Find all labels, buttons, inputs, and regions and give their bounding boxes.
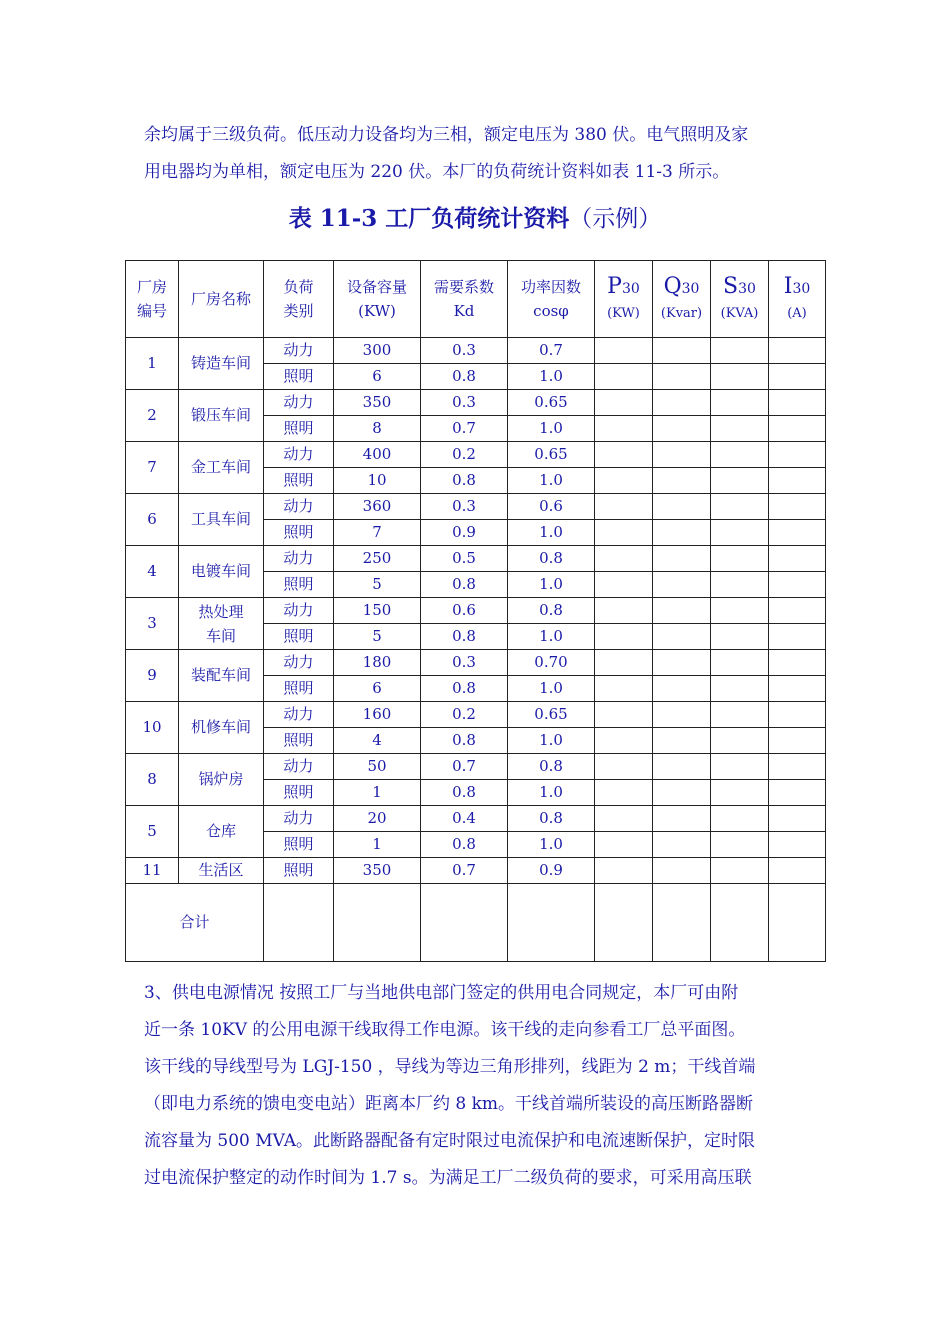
demand-factor-cell: 0.8 <box>421 676 508 702</box>
capacity-cell: 50 <box>334 754 421 780</box>
factory-name-line: 金工车间 <box>190 458 251 476</box>
table-title-note: （示例） <box>569 206 662 232</box>
i30-cell <box>769 546 826 572</box>
power-factor-cell: 1.0 <box>508 832 595 858</box>
header-load-type: 负荷 类别 <box>264 261 334 338</box>
table-row <box>126 442 826 468</box>
factory-name-line: 机修车间 <box>190 718 251 736</box>
power-factor-cell <box>508 884 595 962</box>
power-factor-cell: 0.8 <box>508 546 595 572</box>
demand-factor-cell: 0.5 <box>421 546 508 572</box>
capacity-cell <box>334 884 421 962</box>
load-type-cell: 动力 <box>264 494 334 520</box>
load-type-cell: 动力 <box>264 702 334 728</box>
i30-cell <box>769 806 826 832</box>
q30-cell <box>653 416 711 442</box>
load-type-cell: 照明 <box>264 468 334 494</box>
capacity-cell: 7 <box>334 520 421 546</box>
load-type-cell: 动力 <box>264 806 334 832</box>
header-capacity: 设备容量 (KW) <box>334 261 421 338</box>
factory-name-cell <box>179 598 264 650</box>
load-type-cell: 照明 <box>264 364 334 390</box>
q30-cell <box>653 442 711 468</box>
factory-no-cell: 11 <box>126 858 179 884</box>
p30-cell <box>595 728 653 754</box>
power-factor-cell: 0.8 <box>508 598 595 624</box>
factory-no-cell: 3 <box>126 598 179 650</box>
s30-cell <box>711 884 769 962</box>
i30-cell <box>769 468 826 494</box>
capacity-cell: 6 <box>334 364 421 390</box>
i30-cell <box>769 858 826 884</box>
table-row <box>126 338 826 364</box>
power-factor-cell: 0.6 <box>508 494 595 520</box>
q30-cell <box>653 598 711 624</box>
factory-name-line: 装配车间 <box>190 666 251 684</box>
factory-no-cell: 6 <box>126 494 179 546</box>
s30-cell <box>711 598 769 624</box>
factory-name-line: 锅炉房 <box>198 770 244 788</box>
p30-cell <box>595 442 653 468</box>
demand-factor-cell: 0.7 <box>421 416 508 442</box>
capacity-cell: 5 <box>334 572 421 598</box>
power-factor-cell: 0.65 <box>508 442 595 468</box>
header-demand-factor: 需要系数 Kd <box>421 261 508 338</box>
p30-cell <box>595 416 653 442</box>
s30-cell <box>711 832 769 858</box>
capacity-cell: 400 <box>334 442 421 468</box>
power-supply-paragraph <box>144 975 810 1197</box>
capacity-cell: 5 <box>334 624 421 650</box>
table-row <box>126 650 826 676</box>
table-row <box>126 702 826 728</box>
s30-cell <box>711 494 769 520</box>
q30-cell <box>653 780 711 806</box>
factory-name-cell <box>179 806 264 858</box>
capacity-cell: 8 <box>334 416 421 442</box>
p30-cell <box>595 832 653 858</box>
power-factor-cell: 0.65 <box>508 390 595 416</box>
capacity-cell: 150 <box>334 598 421 624</box>
p30-cell <box>595 624 653 650</box>
header-factory-name: 厂房名称 <box>179 261 264 338</box>
power-factor-cell: 0.70 <box>508 650 595 676</box>
load-type-cell: 动力 <box>264 338 334 364</box>
load-type-cell: 动力 <box>264 546 334 572</box>
factory-name-cell <box>179 390 264 442</box>
p30-cell <box>595 338 653 364</box>
p30-cell <box>595 390 653 416</box>
s30-cell <box>711 546 769 572</box>
header-p30: P30 (KW) <box>595 261 653 338</box>
capacity-cell: 6 <box>334 676 421 702</box>
i30-cell <box>769 676 826 702</box>
p30-cell <box>595 858 653 884</box>
header-q30: Q30 (Kvar) <box>653 261 711 338</box>
p30-cell <box>595 754 653 780</box>
factory-no-cell: 5 <box>126 806 179 858</box>
q30-cell <box>653 650 711 676</box>
capacity-cell: 350 <box>334 390 421 416</box>
q30-cell <box>653 546 711 572</box>
factory-name-cell <box>179 546 264 598</box>
capacity-cell: 160 <box>334 702 421 728</box>
header-power-factor: 功率因数 cosφ <box>508 261 595 338</box>
demand-factor-cell <box>421 884 508 962</box>
p30-cell <box>595 520 653 546</box>
demand-factor-cell: 0.3 <box>421 650 508 676</box>
p30-cell <box>595 806 653 832</box>
q30-cell <box>653 364 711 390</box>
factory-name-line: 工具车间 <box>190 510 251 528</box>
demand-factor-cell: 0.8 <box>421 468 508 494</box>
q30-cell <box>653 832 711 858</box>
power-factor-cell: 0.8 <box>508 754 595 780</box>
i30-cell <box>769 650 826 676</box>
factory-name-line: 电镀车间 <box>190 562 251 580</box>
i30-cell <box>769 390 826 416</box>
factory-no-cell: 10 <box>126 702 179 754</box>
s30-cell <box>711 780 769 806</box>
capacity-cell: 180 <box>334 650 421 676</box>
s30-cell <box>711 858 769 884</box>
load-statistics-table <box>125 260 826 962</box>
q30-cell <box>653 338 711 364</box>
factory-name-cell <box>179 858 264 884</box>
text-line: 近一条 10KV 的公用电源干线取得工作电源。该干线的走向参看工厂总平面图。 <box>144 1020 746 1040</box>
s30-cell <box>711 624 769 650</box>
factory-name-line: 仓库 <box>205 822 236 840</box>
q30-cell <box>653 520 711 546</box>
factory-no-cell: 9 <box>126 650 179 702</box>
demand-factor-cell: 0.2 <box>421 442 508 468</box>
load-type-cell: 照明 <box>264 520 334 546</box>
table-row <box>126 390 826 416</box>
i30-cell <box>769 364 826 390</box>
q30-cell <box>653 754 711 780</box>
s30-cell <box>711 390 769 416</box>
power-factor-cell: 1.0 <box>508 520 595 546</box>
capacity-cell: 10 <box>334 468 421 494</box>
i30-cell <box>769 832 826 858</box>
q30-cell <box>653 494 711 520</box>
i30-cell <box>769 520 826 546</box>
factory-no-cell: 1 <box>126 338 179 390</box>
p30-cell <box>595 702 653 728</box>
table-row <box>126 546 826 572</box>
table-row <box>126 858 826 884</box>
table-row <box>126 806 826 832</box>
load-type-cell: 动力 <box>264 754 334 780</box>
load-type-cell: 照明 <box>264 572 334 598</box>
s30-cell <box>711 806 769 832</box>
power-factor-cell: 1.0 <box>508 676 595 702</box>
p30-cell <box>595 598 653 624</box>
s30-cell <box>711 676 769 702</box>
p30-cell <box>595 494 653 520</box>
table-row <box>126 598 826 624</box>
table-row <box>126 494 826 520</box>
load-type-cell: 照明 <box>264 728 334 754</box>
i30-cell <box>769 416 826 442</box>
s30-cell <box>711 416 769 442</box>
factory-no-cell: 8 <box>126 754 179 806</box>
i30-cell <box>769 442 826 468</box>
load-type-cell: 动力 <box>264 442 334 468</box>
demand-factor-cell: 0.8 <box>421 780 508 806</box>
load-type-cell <box>264 884 334 962</box>
i30-cell <box>769 624 826 650</box>
table-title-main: 表 11-3 工厂负荷统计资料 <box>288 205 570 232</box>
capacity-cell: 350 <box>334 858 421 884</box>
demand-factor-cell: 0.3 <box>421 390 508 416</box>
capacity-cell: 1 <box>334 832 421 858</box>
factory-name-cell <box>179 338 264 390</box>
i30-cell <box>769 780 826 806</box>
load-type-cell: 动力 <box>264 390 334 416</box>
demand-factor-cell: 0.7 <box>421 754 508 780</box>
factory-name-line: 热处理 <box>198 602 244 621</box>
p30-cell <box>595 364 653 390</box>
power-factor-cell: 1.0 <box>508 468 595 494</box>
s30-cell <box>711 338 769 364</box>
load-type-cell: 照明 <box>264 416 334 442</box>
demand-factor-cell: 0.8 <box>421 832 508 858</box>
p30-cell <box>595 572 653 598</box>
table-title <box>0 200 950 233</box>
load-type-cell: 照明 <box>264 858 334 884</box>
intro-paragraph <box>144 117 810 191</box>
demand-factor-cell: 0.6 <box>421 598 508 624</box>
text-line: 流容量为 500 MVA。此断路器配备有定时限过电流保护和电流速断保护，定时限 <box>144 1131 756 1151</box>
text-line: 余均属于三级负荷。低压动力设备均为三相，额定电压为 380 伏。电气照明及家 <box>144 125 749 145</box>
power-factor-cell: 1.0 <box>508 416 595 442</box>
table-body <box>126 338 826 962</box>
factory-no-cell: 7 <box>126 442 179 494</box>
power-factor-cell: 0.7 <box>508 338 595 364</box>
q30-cell <box>653 390 711 416</box>
power-factor-cell: 0.8 <box>508 806 595 832</box>
p30-cell <box>595 780 653 806</box>
factory-name-line: 车间 <box>205 626 236 645</box>
s30-cell <box>711 468 769 494</box>
demand-factor-cell: 0.8 <box>421 728 508 754</box>
demand-factor-cell: 0.3 <box>421 338 508 364</box>
q30-cell <box>653 702 711 728</box>
s30-cell <box>711 728 769 754</box>
factory-name-cell <box>179 494 264 546</box>
power-factor-cell: 1.0 <box>508 364 595 390</box>
p30-cell <box>595 650 653 676</box>
q30-cell <box>653 806 711 832</box>
i30-cell <box>769 702 826 728</box>
factory-name-cell <box>179 754 264 806</box>
factory-name-cell <box>179 702 264 754</box>
q30-cell <box>653 676 711 702</box>
i30-cell <box>769 598 826 624</box>
demand-factor-cell: 0.8 <box>421 572 508 598</box>
q30-cell <box>653 572 711 598</box>
i30-cell <box>769 728 826 754</box>
factory-no-cell: 2 <box>126 390 179 442</box>
capacity-cell: 20 <box>334 806 421 832</box>
power-factor-cell: 0.65 <box>508 702 595 728</box>
s30-cell <box>711 442 769 468</box>
demand-factor-cell: 0.8 <box>421 364 508 390</box>
text-line: 用电器均为单相，额定电压为 220 伏。本厂的负荷统计资料如表 11-3 所示。 <box>144 162 730 182</box>
factory-no-cell: 4 <box>126 546 179 598</box>
table-header-row <box>126 261 826 338</box>
header-factory-no: 厂房 编号 <box>126 261 179 338</box>
i30-cell <box>769 754 826 780</box>
total-row <box>126 884 826 962</box>
s30-cell <box>711 650 769 676</box>
p30-cell <box>595 884 653 962</box>
text-line: 该干线的导线型号为 LGJ-150 ，导线为等边三角形排列，线距为 2 m；干线首端 <box>144 1057 756 1077</box>
i30-cell <box>769 494 826 520</box>
power-factor-cell: 1.0 <box>508 780 595 806</box>
i30-cell <box>769 572 826 598</box>
total-label: 合计 <box>126 884 264 962</box>
load-type-cell: 照明 <box>264 676 334 702</box>
p30-cell <box>595 468 653 494</box>
i30-cell <box>769 338 826 364</box>
s30-cell <box>711 520 769 546</box>
power-factor-cell: 1.0 <box>508 624 595 650</box>
factory-name-line: 锻压车间 <box>190 406 251 424</box>
power-factor-cell: 1.0 <box>508 728 595 754</box>
q30-cell <box>653 884 711 962</box>
demand-factor-cell: 0.9 <box>421 520 508 546</box>
demand-factor-cell: 0.8 <box>421 624 508 650</box>
q30-cell <box>653 728 711 754</box>
p30-cell <box>595 546 653 572</box>
load-type-cell: 照明 <box>264 832 334 858</box>
factory-name-cell <box>179 442 264 494</box>
text-line: 过电流保护整定的动作时间为 1.7 s。为满足工厂二级负荷的要求，可采用高压联 <box>144 1168 752 1188</box>
text-line: 3、供电电源情况 按照工厂与当地供电部门签定的供用电合同规定，本厂可由附 <box>144 983 739 1003</box>
factory-name-line: 铸造车间 <box>190 354 251 372</box>
q30-cell <box>653 858 711 884</box>
power-factor-cell: 1.0 <box>508 572 595 598</box>
i30-cell <box>769 884 826 962</box>
q30-cell <box>653 468 711 494</box>
load-type-cell: 照明 <box>264 624 334 650</box>
s30-cell <box>711 364 769 390</box>
text-line: （即电力系统的馈电变电站）距离本厂约 8 km。干线首端所装设的高压断路器断 <box>144 1094 754 1114</box>
demand-factor-cell: 0.4 <box>421 806 508 832</box>
load-type-cell: 动力 <box>264 598 334 624</box>
p30-cell <box>595 676 653 702</box>
demand-factor-cell: 0.7 <box>421 858 508 884</box>
capacity-cell: 1 <box>334 780 421 806</box>
s30-cell <box>711 754 769 780</box>
s30-cell <box>711 572 769 598</box>
demand-factor-cell: 0.3 <box>421 494 508 520</box>
capacity-cell: 250 <box>334 546 421 572</box>
q30-cell <box>653 624 711 650</box>
load-type-cell: 照明 <box>264 780 334 806</box>
factory-name-cell <box>179 650 264 702</box>
demand-factor-cell: 0.2 <box>421 702 508 728</box>
header-i30: I30 (A) <box>769 261 826 338</box>
factory-name-line: 生活区 <box>198 861 244 879</box>
s30-cell <box>711 702 769 728</box>
capacity-cell: 300 <box>334 338 421 364</box>
load-type-cell: 动力 <box>264 650 334 676</box>
table-row <box>126 754 826 780</box>
capacity-cell: 4 <box>334 728 421 754</box>
header-s30: S30 (KVA) <box>711 261 769 338</box>
capacity-cell: 360 <box>334 494 421 520</box>
power-factor-cell: 0.9 <box>508 858 595 884</box>
